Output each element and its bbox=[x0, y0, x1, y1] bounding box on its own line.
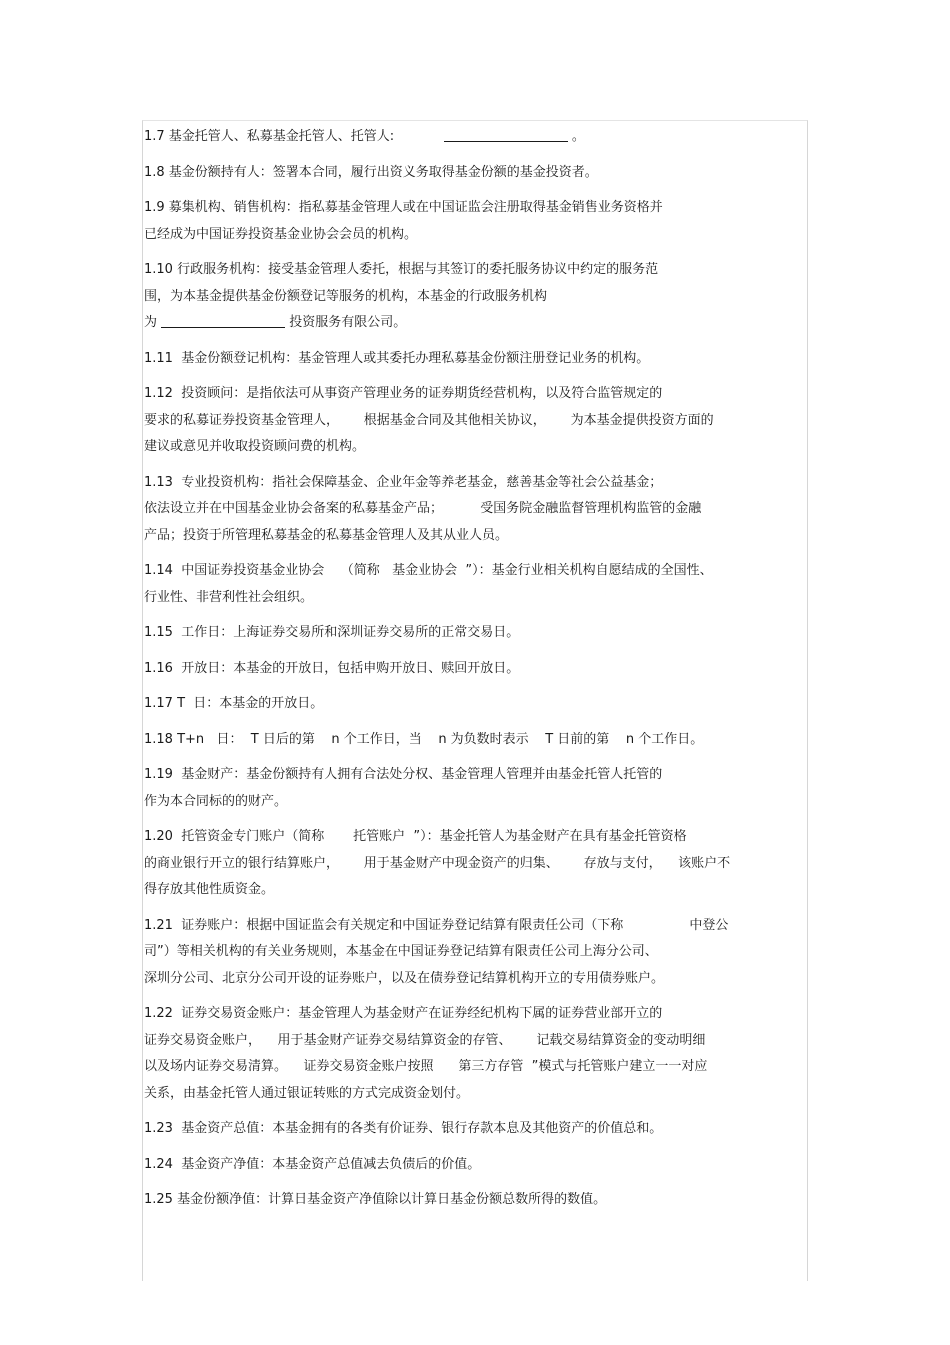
clause-1-21 bbox=[144, 913, 804, 993]
clause-line: 1.10 行政服务机构：接受基金管理人委托，根据与其签订的委托服务协议中约定的服务范 bbox=[144, 262, 659, 277]
clause-line: 1.18 T+n 日： T 日后的第 n 个工作日，当 n 为负数时表示 T 日前的第 n 个工作日。 bbox=[144, 731, 704, 747]
clause-1-17 bbox=[144, 691, 804, 718]
clause-line: 要求的私募证券投资基金管理人， 根据基金合同及其他相关协议， 为本基金提供投资方面的 bbox=[144, 412, 714, 428]
clause-line: 围，为本基金提供基金份额登记等服务的机构，本基金的行政服务机构 bbox=[144, 288, 548, 304]
clause-1-25 bbox=[144, 1187, 804, 1214]
clause-line: 建议或意见并收取投资顾问费的机构。 bbox=[144, 439, 366, 454]
clause-line: 1.9 募集机构、销售机构：指私募基金管理人或在中国证监会注册取得基金销售业务资格并 bbox=[144, 200, 663, 215]
clause-1-10 bbox=[144, 257, 804, 337]
clause-line: 1.17 T 日：本基金的开放日。 bbox=[144, 696, 324, 711]
clause-line bbox=[144, 310, 804, 337]
clause-line: 1.19 基金财产：基金份额持有人拥有合法处分权、基金管理人管理并由基金托管人托管的 bbox=[144, 767, 663, 782]
clause-line: 产品；投资于所管理私募基金的私募基金管理人及其从业人员。 bbox=[144, 527, 509, 543]
clause-line: 1.23 基金资产总值：本基金拥有的各类有价证券、银行存款本息及其他资产的价值总和。 bbox=[144, 1121, 663, 1136]
clause-line: 1.24 基金资产净值：本基金资产总值减去负债后的价值。 bbox=[144, 1156, 481, 1172]
clause-1-24 bbox=[144, 1152, 804, 1179]
clause-1-15 bbox=[144, 620, 804, 647]
clause-line: 1.11 基金份额登记机构：基金管理人或其委托办理私募基金份额注册登记业务的机构。 bbox=[144, 350, 650, 366]
clause-line: 1.12 投资顾问：是指依法可从事资产管理业务的证券期货经营机构，以及符合监管规定的 bbox=[144, 386, 663, 401]
clause-line: 得存放其他性质资金。 bbox=[144, 882, 275, 897]
fill-in-blank bbox=[444, 127, 568, 142]
clause-line: 1.14 中国证券投资基金业协会 （简称 基金业协会 ”）：基金行业相关机构自愿结成的全国性、 bbox=[144, 563, 713, 578]
clause-line bbox=[144, 124, 804, 151]
clause-line: 司”）等相关机构的有关业务规则，本基金在中国证券登记结算有限责任公司上海分公司、 bbox=[144, 944, 658, 959]
clause-1-8 bbox=[144, 160, 804, 187]
clause-1-22 bbox=[144, 1001, 804, 1107]
clause-1-16 bbox=[144, 656, 804, 683]
clause-1-20 bbox=[144, 824, 804, 904]
clause-line: 以及场内证券交易清算。 证券交易资金账户按照 第三方存管 ”模式与托管账户建立一一对应 bbox=[144, 1059, 708, 1074]
clause-line: 作为本合同标的的财产。 bbox=[144, 793, 288, 809]
clause-line: 1.8 基金份额持有人：签署本合同，履行出资义务取得基金份额的基金投资者。 bbox=[144, 164, 598, 180]
clause-line: 的商业银行开立的银行结算账户， 用于基金财产中现金资产的归集、 存放与支付， 该账户不 bbox=[144, 855, 731, 871]
clause-1-23 bbox=[144, 1116, 804, 1143]
clause-1-14 bbox=[144, 558, 804, 611]
clause-1-12 bbox=[144, 381, 804, 461]
clause-1-18 bbox=[144, 727, 804, 754]
clause-line: 1.15 工作日：上海证券交易所和深圳证券交易所的正常交易日。 bbox=[144, 625, 520, 640]
clause-line: 深圳分公司、北京分公司开设的证券账户，以及在债券登记结算机构开立的专用债券账户。 bbox=[144, 970, 665, 986]
clause-line: 依法设立并在中国基金业协会备案的私募基金产品； 受国务院金融监督管理机构监管的金融 bbox=[144, 501, 702, 516]
clause-line: 1.16 开放日：本基金的开放日，包括申购开放日、赎回开放日。 bbox=[144, 660, 520, 676]
clause-line: 行业性、非营利性社会组织。 bbox=[144, 589, 314, 605]
clause-line: 1.20 托管资金专门账户（简称 托管账户 ”）：基金托管人为基金财产在具有基金托管资格 bbox=[144, 829, 687, 844]
clause-1-9 bbox=[144, 195, 804, 248]
clause-text: 为 bbox=[144, 315, 162, 330]
clause-line: 关系，由基金托管人通过银证转账的方式完成资金划付。 bbox=[144, 1085, 470, 1101]
clause-text: 投资服务有限公司。 bbox=[285, 315, 407, 330]
clause-line: 1.22 证券交易资金账户：基金管理人为基金财产在证券经纪机构下属的证券营业部开立的 bbox=[144, 1006, 663, 1021]
document-body bbox=[144, 124, 804, 1223]
clause-1-7 bbox=[144, 124, 804, 151]
clause-1-11 bbox=[144, 346, 804, 373]
clause-line: 1.25 基金份额净值：计算日基金资产净值除以计算日基金份额总数所得的数值。 bbox=[144, 1192, 607, 1207]
clause-1-13 bbox=[144, 470, 804, 550]
fill-in-blank bbox=[161, 313, 285, 328]
clause-1-19 bbox=[144, 762, 804, 815]
clause-line: 证券交易资金账户， 用于基金财产证券交易结算资金的存管、 记载交易结算资金的变动明细 bbox=[144, 1032, 706, 1048]
clause-line: 1.21 证券账户：根据中国证监会有关规定和中国证券登记结算有限责任公司（下称 中登公 bbox=[144, 917, 729, 933]
clause-text: 1.7 基金托管人、私募基金托管人、托管人: bbox=[144, 129, 444, 144]
clause-text: 。 bbox=[567, 129, 585, 144]
clause-line: 已经成为中国证券投资基金业协会会员的机构。 bbox=[144, 226, 418, 242]
clause-line: 1.13 专业投资机构：指社会保障基金、企业年金等养老基金，慈善基金等社会公益基金； bbox=[144, 474, 663, 490]
